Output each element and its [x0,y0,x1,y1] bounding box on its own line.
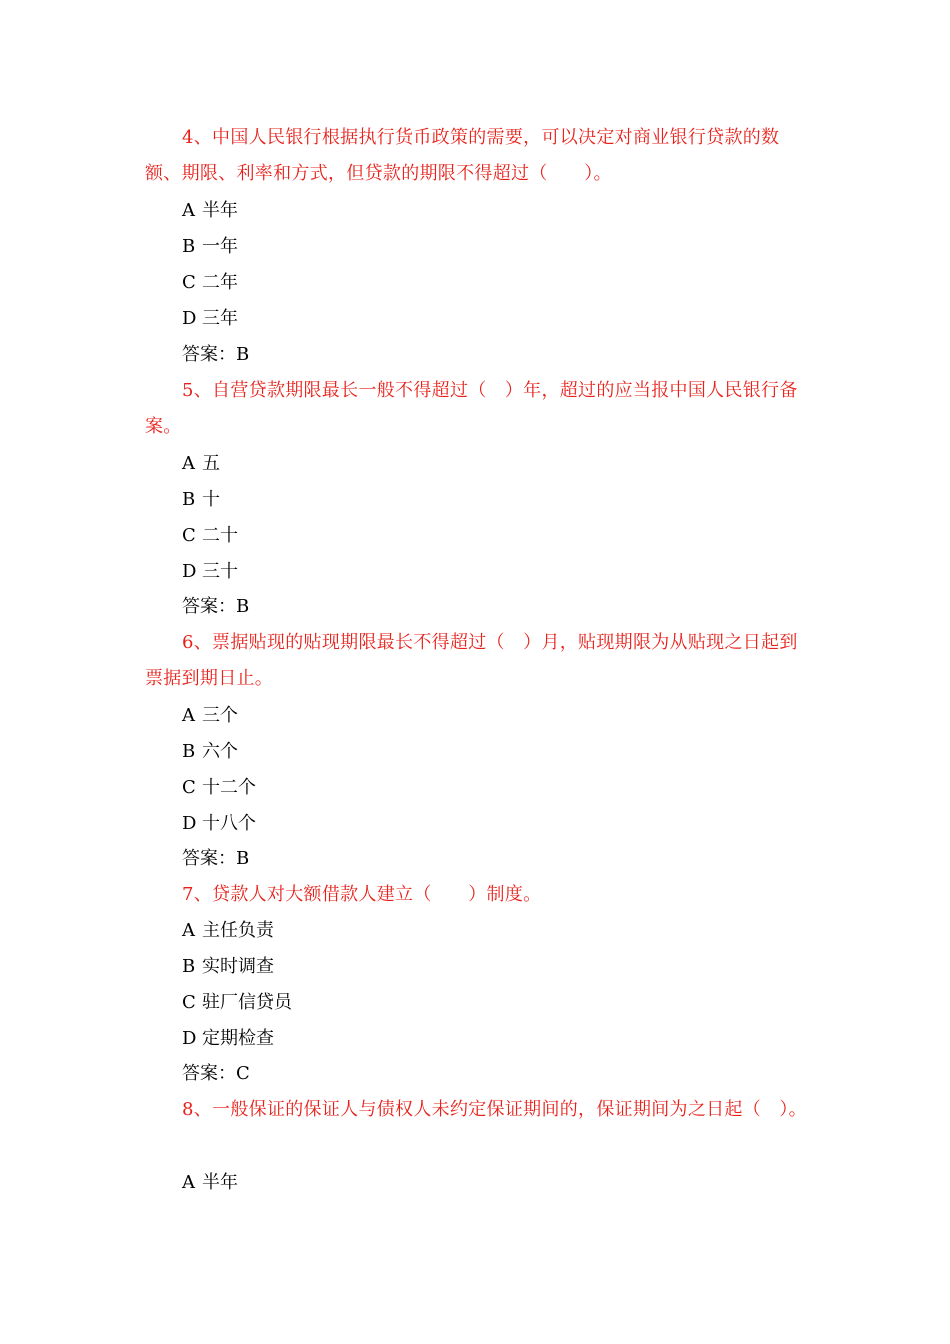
option-d: D 十八个 [182,813,256,834]
option-b: B 一年 [182,236,238,257]
option-c: C 二十 [182,525,238,546]
question-8-text: 8、一般保证的保证人与债权人未约定保证期间的，保证期间为之日起（ ）。 [182,1099,807,1120]
option-a: A 主任负责 [182,920,274,941]
option-c: C 驻厂信贷员 [182,992,292,1013]
question-7-text: 7、贷款人对大额借款人建立（ ）制度。 [182,884,542,905]
option-b: B 十 [182,489,220,510]
answer-text: 答案：C [182,1063,250,1084]
option-d: D 定期检查 [182,1028,274,1049]
option-d: D 三十 [182,561,238,582]
option-a: A 半年 [182,200,238,221]
option-c: C 二年 [182,272,238,293]
option-b: B 六个 [182,741,238,762]
option-a: A 半年 [182,1172,238,1193]
option-b: B 实时调查 [182,956,274,977]
answer-text: 答案：B [182,344,250,365]
option-a: A 三个 [182,705,238,726]
question-4-text: 4、中国人民银行根据执行货币政策的需要，可以决定对商业银行贷款的数额、期限、利率和方式，但贷款的期限不得超过（ ）。 [145,127,780,184]
answer-text: 答案：B [182,848,250,869]
option-a: A 五 [182,453,220,474]
answer-text: 答案：B [182,596,250,617]
option-d: D 三年 [182,308,238,329]
option-c: C 十二个 [182,777,256,798]
question-6-text: 6、票据贴现的贴现期限最长不得超过（ ）月，贴现期限为从贴现之日起到票据到期日止。 [145,632,798,689]
question-5-text: 5、自营贷款期限最长一般不得超过（ ）年，超过的应当报中国人民银行备案。 [145,380,798,437]
